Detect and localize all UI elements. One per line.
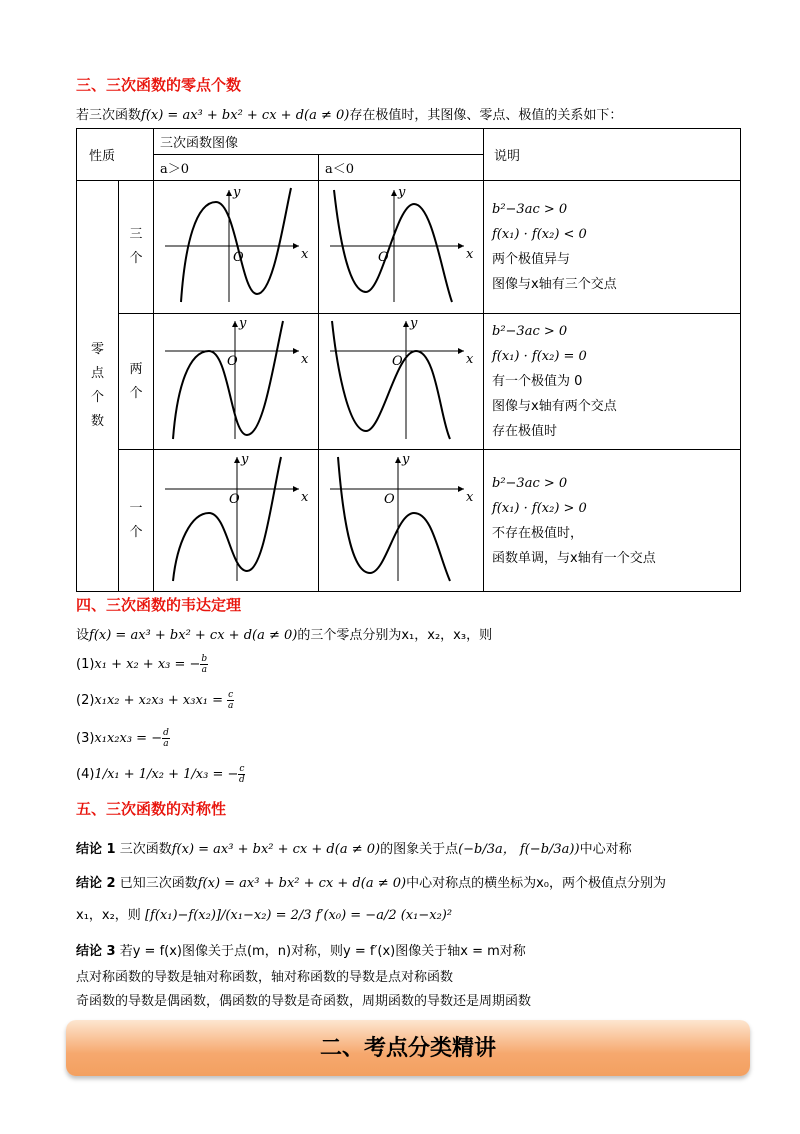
svg-text:y: y xyxy=(410,316,418,331)
conclusion-2: 结论 2 已知三次函数f(x) = ax³ + bx² + cx + d(a ≠ 0)中心对称点的横坐标为x₀，两个极值点分别为 xyxy=(76,876,666,891)
conclusion-1: 结论 1 三次函数f(x) = ax³ + bx² + cx + d(a ≠ 0)的图象关于点(−b/3a， f(−b/3a))中心对称 xyxy=(76,842,632,857)
vieta-item-4: (4)1/x₁ + 1/x₂ + 1/x₃ = − $\frac{c}{d}$ xyxy=(76,764,245,785)
header-graph: 三次函数图像 xyxy=(154,129,484,155)
graph-three-aneg xyxy=(319,181,484,314)
header-note: 说明 xyxy=(484,129,741,181)
svg-text:y: y xyxy=(239,316,247,331)
cubic-graph xyxy=(161,317,311,443)
intro-pre: 若三次函数 xyxy=(76,108,142,123)
vieta-item-1: (1)x₁ + x₂ + x₃ = − $\frac{b}{a}$ xyxy=(76,654,208,675)
conclusion-2-line2: x₁，x₂，则 [f(x₁)−f(x₂)]/(x₁−x₂) = 2/3 f′(x₀) = −a/2 (x₁−x₂)² xyxy=(76,908,453,923)
cubic-graph xyxy=(161,453,311,585)
svg-text:y: y xyxy=(398,184,406,200)
svg-text:O: O xyxy=(384,491,395,507)
row-two-label: 两 个 xyxy=(119,314,154,450)
svg-text:x: x xyxy=(301,351,309,367)
section-banner: 二、考点分类精讲 xyxy=(66,1020,750,1076)
svg-text:O: O xyxy=(392,353,403,369)
graph-two-apos xyxy=(154,314,319,450)
zero-count-label: 零 点 个 数 xyxy=(77,181,119,592)
cubic-graph xyxy=(161,184,311,307)
header-a-negative: a＜0 xyxy=(319,155,484,181)
notes-two: b²−3ac > 0 f(x₁) · f(x₂) = 0 有一个极值为 0 图像与x轴有两个交点 存在极值时 xyxy=(484,314,741,450)
vieta-item-3: (3)x₁x₂x₃ = − $\frac{d}{a}$ xyxy=(76,728,169,749)
notes-one: b²−3ac > 0 f(x₁) · f(x₂) > 0 不存在极值时， 函数单调，与x轴有一个交点 xyxy=(484,450,741,592)
section4-title: 四、三次函数的韦达定理 xyxy=(76,596,242,614)
header-a-positive: a＞0 xyxy=(154,155,319,181)
svg-text:x: x xyxy=(301,246,309,262)
graph-one-aneg xyxy=(319,450,484,592)
svg-text:O: O xyxy=(229,491,240,507)
row-three-label: 三 个 xyxy=(119,181,154,314)
section3-title: 三、三次函数的零点个数 xyxy=(76,76,242,94)
svg-text:x: x xyxy=(466,489,474,505)
svg-text:y: y xyxy=(241,452,249,467)
graph-two-aneg xyxy=(319,314,484,450)
svg-text:O: O xyxy=(227,353,238,369)
cubic-graph xyxy=(326,317,476,443)
vieta-item-2: (2)x₁x₂ + x₂x₃ + x₃x₁ = $\frac{c}{a}$ xyxy=(76,690,234,711)
graph-one-apos xyxy=(154,450,319,592)
svg-text:x: x xyxy=(466,351,474,367)
section5-title: 五、三次函数的对称性 xyxy=(76,800,227,818)
derivative-note-2: 奇函数的导数是偶函数，偶函数的导数是奇函数，周期函数的导数还是周期函数 xyxy=(76,994,532,1009)
header-property: 性质 xyxy=(77,129,154,181)
row-one-label: 一 个 xyxy=(119,450,154,592)
svg-text:x: x xyxy=(466,246,474,262)
intro-formula: f(x) = ax³ + bx² + cx + d(a ≠ 0) xyxy=(141,108,350,123)
cubic-graph xyxy=(326,453,476,585)
svg-text:y: y xyxy=(402,452,410,467)
svg-text:O: O xyxy=(378,249,389,265)
intro-post: 存在极值时，其图像、零点、极值的关系如下： xyxy=(349,108,623,123)
svg-text:x: x xyxy=(301,489,309,505)
section4-intro: 设f(x) = ax³ + bx² + cx + d(a ≠ 0)的三个零点分别为x₁，x₂，x₃，则 xyxy=(76,628,493,643)
cubic-graph xyxy=(326,184,476,307)
zeros-table xyxy=(76,128,741,592)
conclusion-3: 结论 3 若y = f(x)图像关于点(m，n)对称，则y = f′(x)图像关于轴x = m对称 xyxy=(76,944,526,959)
derivative-note-1: 点对称函数的导数是轴对称函数，轴对称函数的导数是点对称函数 xyxy=(76,970,454,985)
notes-three: b²−3ac > 0 f(x₁) · f(x₂) < 0 两个极值异与 图像与x轴有三个交点 xyxy=(484,181,741,314)
section3-intro xyxy=(76,104,622,123)
graph-three-apos xyxy=(154,181,319,314)
svg-text:O: O xyxy=(233,249,244,265)
svg-text:y: y xyxy=(233,184,241,200)
